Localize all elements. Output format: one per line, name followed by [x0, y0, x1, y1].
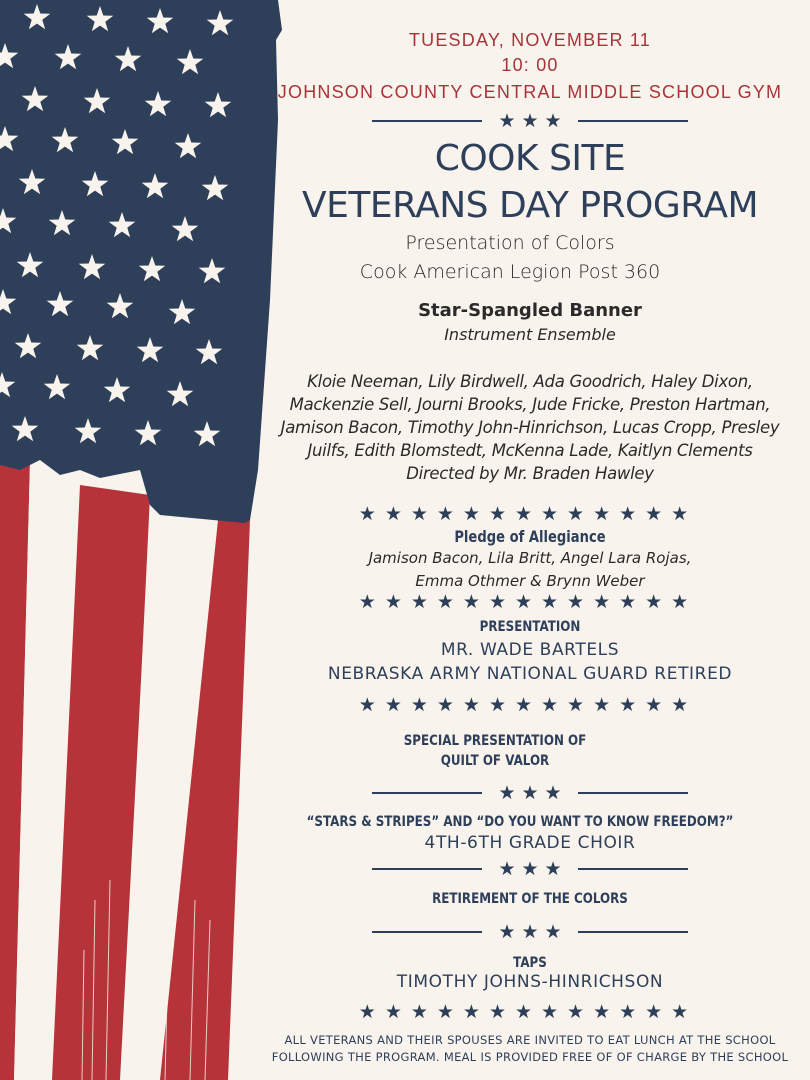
divider-line	[578, 120, 688, 122]
taps-performer: TIMOTHY JOHNS-HINRICHSON	[396, 972, 664, 992]
special-presentation-line1: SPECIAL PRESENTATION OF	[403, 733, 587, 749]
star-row-icon: ★★★★★★★★★★★★★	[358, 591, 698, 613]
divider-line	[578, 792, 688, 794]
anthem-director: Directed by Mr. Braden Hawley	[406, 464, 654, 483]
presentation-affiliation: NEBRASKA ARMY NATIONAL GUARD RETIRED	[327, 664, 733, 684]
program-title-line2: VETERANS DAY PROGRAM	[301, 185, 759, 226]
colors-title: Presentation of Colors	[405, 232, 615, 254]
star-icon: ★★★	[498, 921, 568, 943]
anthem-performer: Instrument Ensemble	[444, 325, 616, 344]
star-icon: ★★★	[498, 858, 568, 880]
star-icon: ★★★	[498, 110, 568, 132]
presentation-title: PRESENTATION	[479, 619, 581, 635]
program-title-line1: COOK SITE	[434, 138, 626, 179]
divider-top	[250, 111, 810, 131]
retirement-title: RETIREMENT OF THE COLORS	[432, 891, 628, 907]
event-time: 10: 00	[501, 55, 559, 75]
footer-line1: ALL VETERANS AND THEIR SPOUSES ARE INVITED TO EAT LUNCH AT THE SCHOOL	[284, 1033, 776, 1047]
pledge-names-line: Emma Othmer & Brynn Weber	[415, 572, 645, 590]
event-location: JOHNSON COUNTY CENTRAL MIDDLE SCHOOL GYM	[277, 82, 783, 102]
taps-title: TAPS	[513, 955, 547, 971]
divider-taps	[250, 922, 810, 942]
star-row-icon: ★★★★★★★★★★★★★	[358, 1001, 698, 1023]
anthem-names-line: Kloie Neeman, Lily Birdwell, Ada Goodrich, Haley Dixon,	[307, 372, 753, 391]
divider-line	[372, 931, 482, 933]
anthem-names-line: Jamison Bacon, Timothy John-Hinrichson, Lucas Cropp, Presley	[280, 418, 780, 437]
divider-choir-top	[250, 783, 810, 803]
divider-line	[578, 868, 688, 870]
divider-line	[578, 931, 688, 933]
american-flag-illustration	[0, 0, 290, 1080]
choir-performer: 4TH-6TH GRADE CHOIR	[424, 833, 636, 853]
star-row-icon: ★★★★★★★★★★★★★	[358, 694, 698, 716]
anthem-names-line: Mackenzie Sell, Journi Brooks, Jude Fricke, Preston Hartman,	[289, 395, 771, 414]
anthem-title: Star-Spangled Banner	[418, 300, 642, 321]
presentation-speaker: MR. WADE BARTELS	[440, 640, 620, 660]
anthem-names-line: Juilfs, Edith Blomstedt, McKenna Lade, Kaitlyn Clements	[307, 441, 753, 460]
pledge-title: Pledge of Allegiance	[454, 527, 606, 546]
flag-stripes	[0, 460, 250, 1080]
footer-line2: FOLLOWING THE PROGRAM. MEAL IS PROVIDED FREE OF OF CHARGE BY THE SCHOOL	[271, 1050, 789, 1064]
choir-songs: “STARS & STRIPES” AND “DO YOU WANT TO KNOW FREEDOM?”	[306, 814, 734, 830]
pledge-names-line: Jamison Bacon, Lila Britt, Angel Lara Rojas,	[368, 549, 692, 567]
divider-choir-bottom	[250, 859, 810, 879]
colors-performer: Cook American Legion Post 360	[359, 261, 661, 283]
special-presentation-line2: QUILT OF VALOR	[440, 753, 550, 769]
divider-line	[372, 868, 482, 870]
event-date: TUESDAY, NOVEMBER 11	[408, 30, 652, 50]
star-icon: ★★★	[498, 782, 568, 804]
divider-line	[372, 792, 482, 794]
star-row-icon: ★★★★★★★★★★★★★	[358, 503, 698, 525]
divider-line	[372, 120, 482, 122]
